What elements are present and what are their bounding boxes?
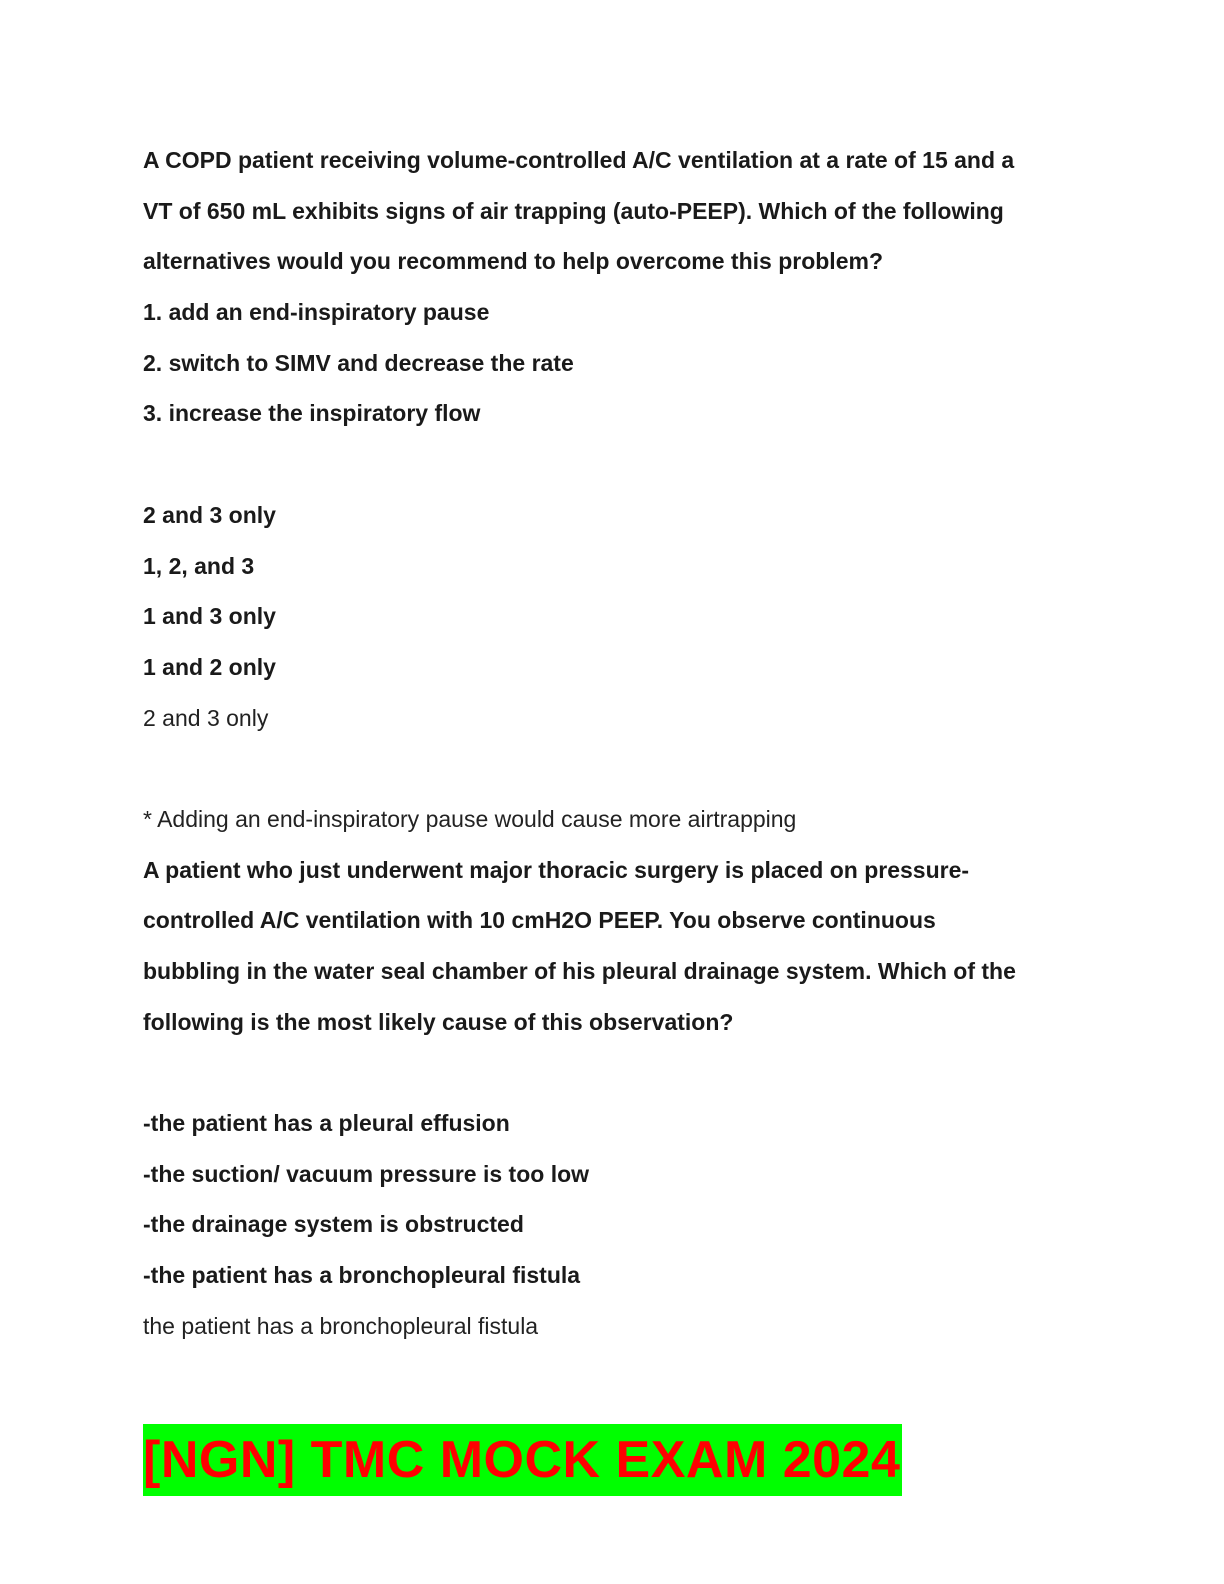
banner-container bbox=[143, 1424, 902, 1496]
question-2 bbox=[143, 845, 1083, 1352]
question-1-statement: 2. switch to SIMV and decrease the rate bbox=[143, 349, 574, 376]
exam-title-banner: [NGN] TMC MOCK EXAM 2024 bbox=[143, 1424, 902, 1496]
question-2-option: -the suction/ vacuum pressure is too low bbox=[143, 1160, 590, 1187]
question-1-option: 2 and 3 only bbox=[143, 501, 276, 528]
question-2-option: -the patient has a bronchopleural fistula bbox=[143, 1262, 581, 1289]
question-1-option: 1 and 2 only bbox=[143, 653, 276, 680]
question-1-rationale: * Adding an end-inspiratory pause would cause more airtrapping bbox=[143, 805, 797, 832]
question-1-stem-line: alternatives would you recommend to help overcome this problem? bbox=[143, 248, 883, 275]
question-2-stem-line: A patient who just underwent major thoracic surgery is placed on pressure- bbox=[143, 856, 970, 883]
question-2-option: -the drainage system is obstructed bbox=[143, 1211, 524, 1238]
question-2-stem-line: controlled A/C ventilation with 10 cmH2O PEEP. You observe continuous bbox=[143, 907, 936, 934]
question-1-statement: 3. increase the inspiratory flow bbox=[143, 400, 481, 427]
question-1-answer: 2 and 3 only bbox=[143, 704, 269, 731]
question-1-option: 1 and 3 only bbox=[143, 603, 276, 630]
question-1-statement: 1. add an end-inspiratory pause bbox=[143, 299, 490, 326]
question-2-stem-line: bubbling in the water seal chamber of his pleural drainage system. Which of the bbox=[143, 958, 1016, 984]
question-1-option: 1, 2, and 3 bbox=[143, 552, 255, 579]
question-2-stem-line: following is the most likely cause of this observation? bbox=[143, 1008, 734, 1035]
question-1 bbox=[143, 135, 1083, 845]
question-1-stem-line: VT of 650 mL exhibits signs of air trapping (auto-PEEP). Which of the following bbox=[143, 197, 1004, 224]
spacer bbox=[143, 439, 1083, 490]
question-1-stem-line: A COPD patient receiving volume-controlled A/C ventilation at a rate of 15 and a bbox=[143, 147, 1015, 173]
document-body bbox=[143, 135, 1083, 1352]
spacer bbox=[143, 1047, 1083, 1098]
question-2-answer: the patient has a bronchopleural fistula bbox=[143, 1312, 539, 1339]
question-2-option: -the patient has a pleural effusion bbox=[143, 1110, 510, 1137]
spacer bbox=[143, 743, 1083, 794]
